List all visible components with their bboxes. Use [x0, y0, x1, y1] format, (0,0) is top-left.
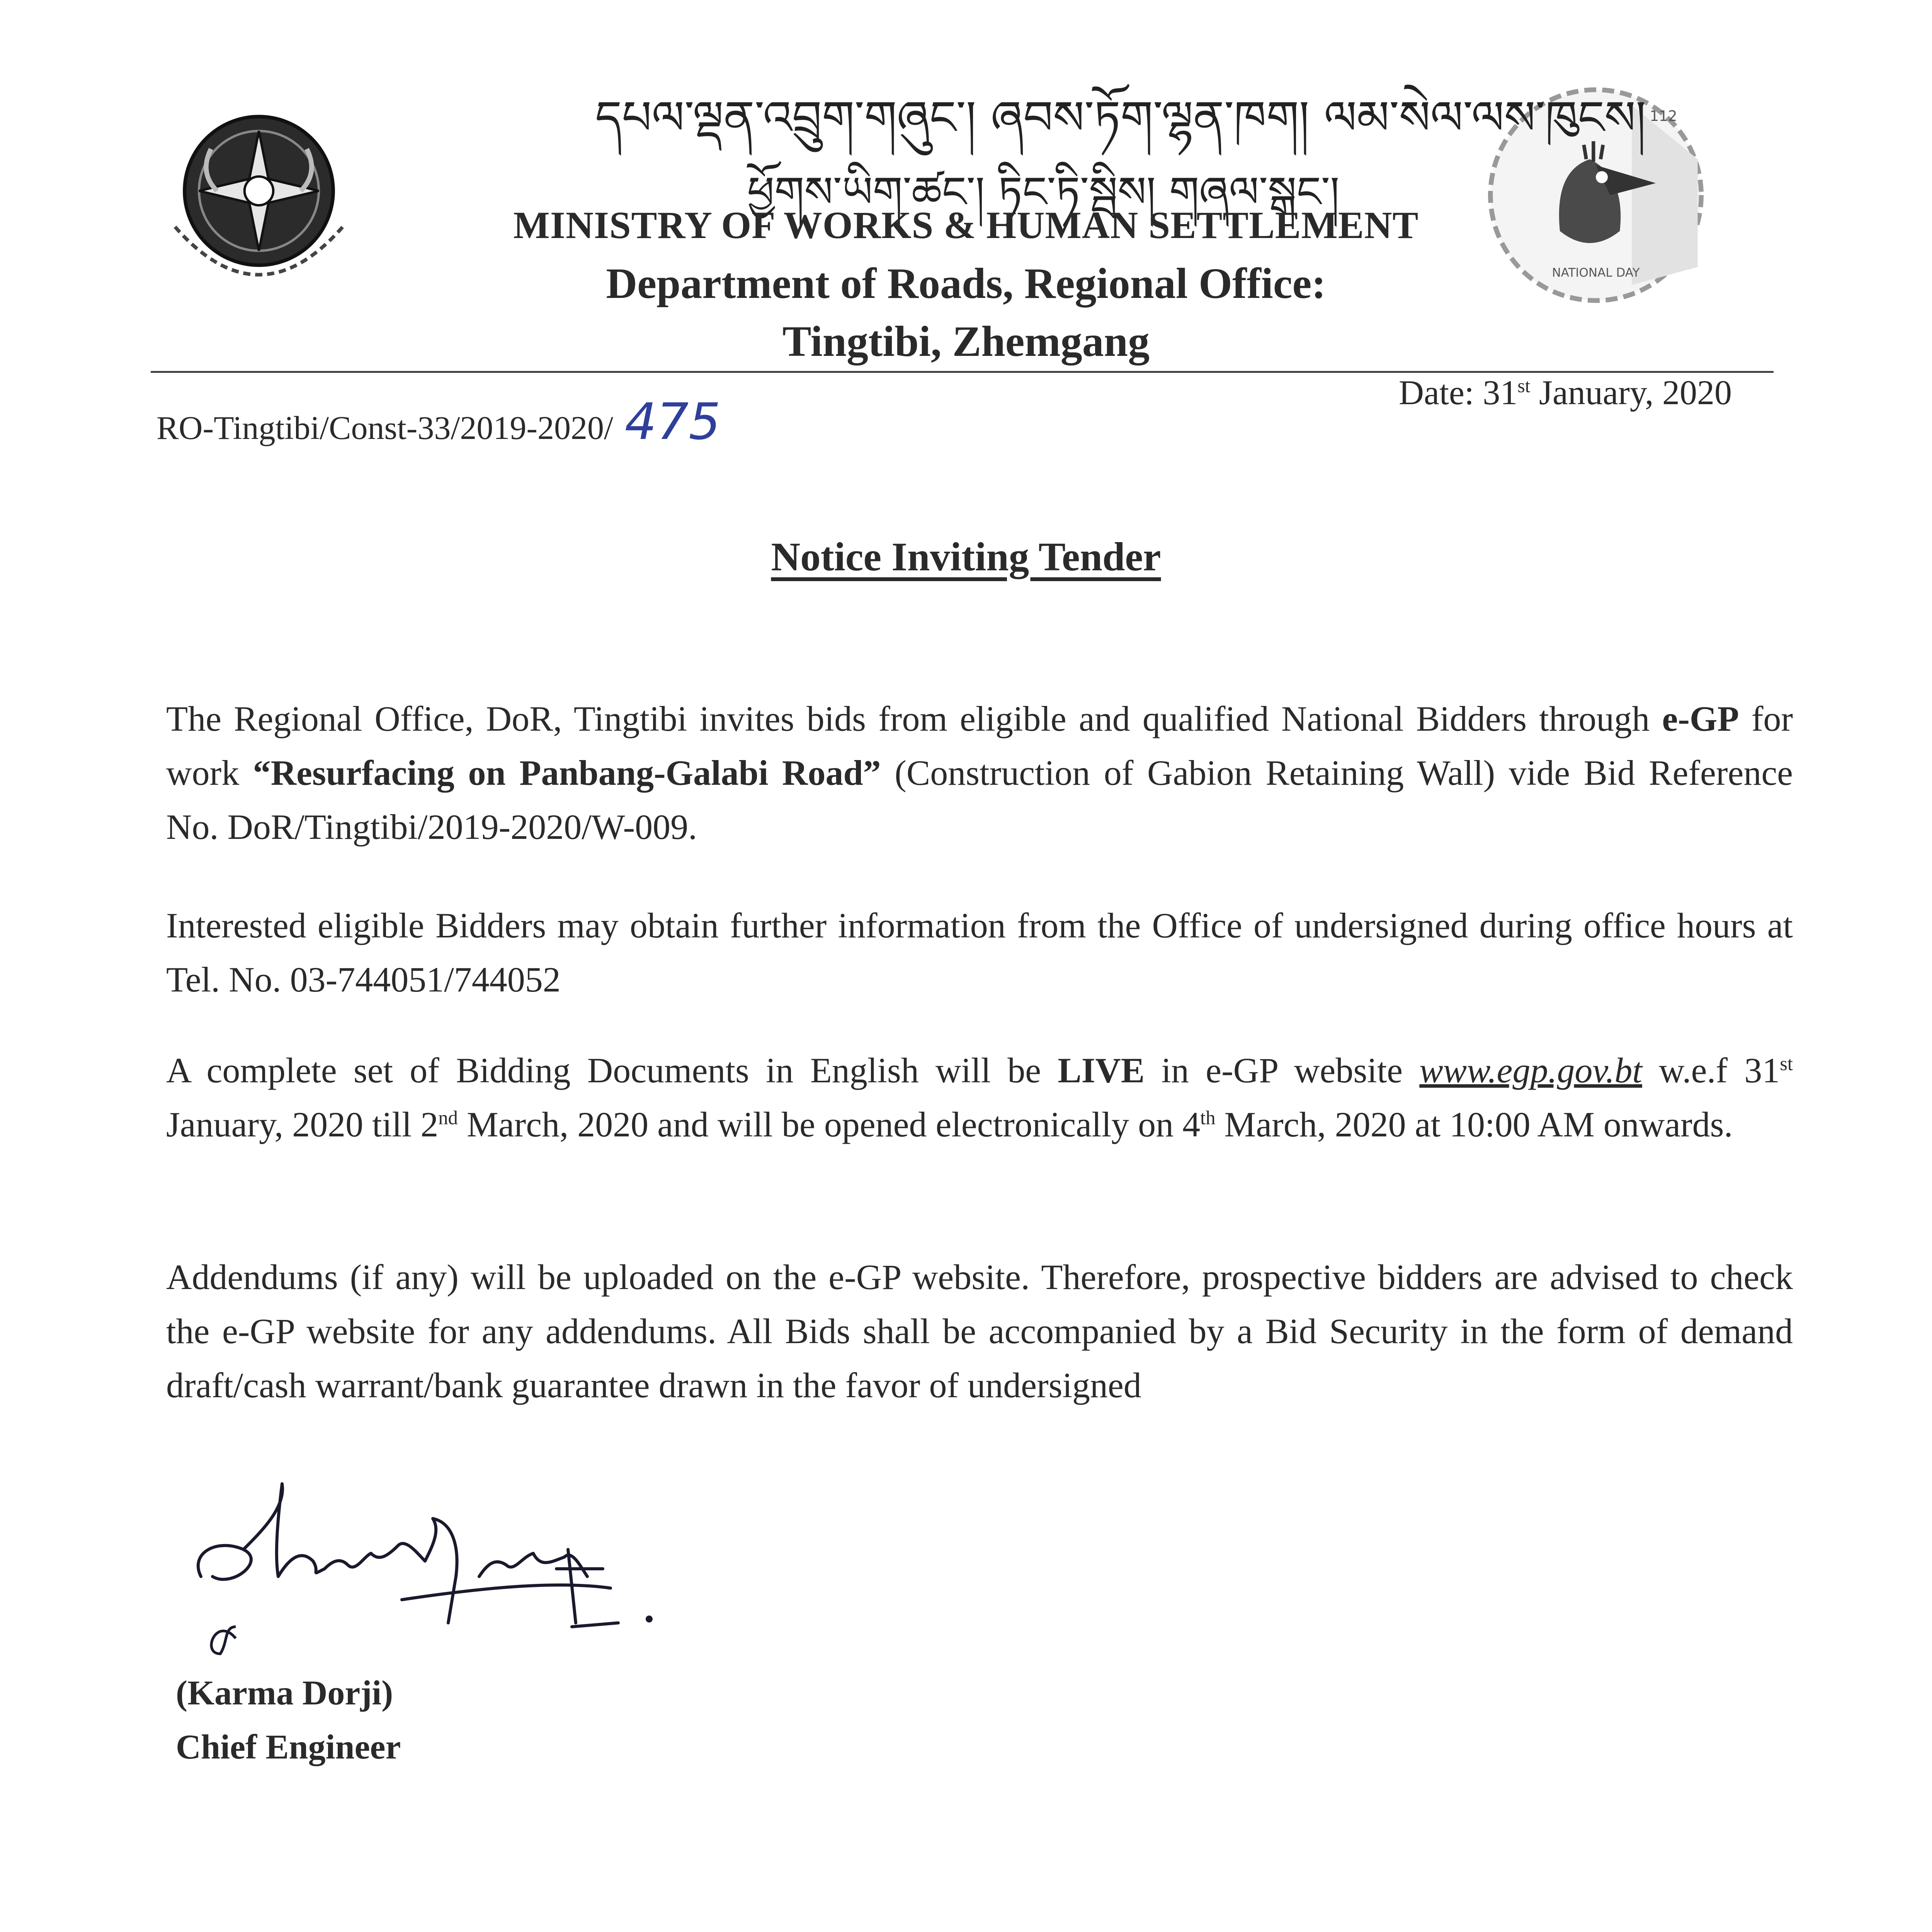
paragraph-documents: A complete set of Bidding Documents in English will be LIVE in e-GP website www.egp.gov.bt w.e.f 31st January, 2020 till 2nd March, 2020 and will be opened electronically on 4th March, 2020 at 10:00 AM onwards.	[166, 1051, 1793, 1144]
reference-text: RO-Tingtibi/Const-33/2019-2020/	[156, 409, 613, 446]
signatory-designation: Chief Engineer	[176, 1728, 401, 1766]
letter-date: Date: 31st January, 2020	[1399, 374, 1732, 412]
paragraph-invitation: The Regional Office, DoR, Tingtibi invites bids from eligible and qualified National Bidders through e-GP for work “Resurfacing on Panbang-Galabi Road” (Construction of Gabion Retaining Wall) vide Bid Reference No. DoR/Tingtibi/2019-2020/W-009.	[166, 699, 1793, 847]
ministry-name: MINISTRY OF WORKS & HUMAN SETTLEMENT	[513, 204, 1419, 247]
svg-text:NATIONAL DAY: NATIONAL DAY	[1552, 265, 1640, 280]
signature-image	[185, 1461, 746, 1662]
dzongkha-header-line-2: ཕྱོགས་ཡིག་ཚང་། ཏིང་ཏི་སྦིས། གཞལ་སྒང་།	[747, 167, 1340, 217]
paragraph-addendums: Addendums (if any) will be uploaded on the e-GP website. Therefore, prospective bidders are advised to check the e-GP website for any addendums. All Bids shall be accompanied by a Bid Security in the form of demand draft/cash warrant/bank guarantee drawn in the favor of undersigned	[166, 1257, 1793, 1405]
paragraph-contact: Interested eligible Bidders may obtain further information from the Office of undersigned during office hours at Tel. No. 03-744051/744052	[166, 906, 1793, 999]
reference-number	[156, 392, 721, 451]
department-name: Department of Roads, Regional Office:	[606, 260, 1326, 308]
svg-text:112: 112	[1650, 107, 1677, 124]
egp-website-link[interactable]: www.egp.gov.bt	[1419, 1051, 1642, 1090]
royal-emblem-of-bhutan-icon	[139, 83, 379, 323]
signatory-name: (Karma Dorji)	[176, 1674, 393, 1712]
notice-title: Notice Inviting Tender	[771, 534, 1161, 579]
office-location: Tingtibi, Zhemgang	[782, 318, 1150, 366]
dzongkha-header-line-1: དཔལ་ལྡན་འབྲུག་གཞུང་། ཞབས་ཏོག་ལྷན་ཁག། ལམ་སེལ་ལས་ཁུངས།	[595, 91, 1646, 145]
handwritten-reference-number: 475	[624, 392, 721, 451]
